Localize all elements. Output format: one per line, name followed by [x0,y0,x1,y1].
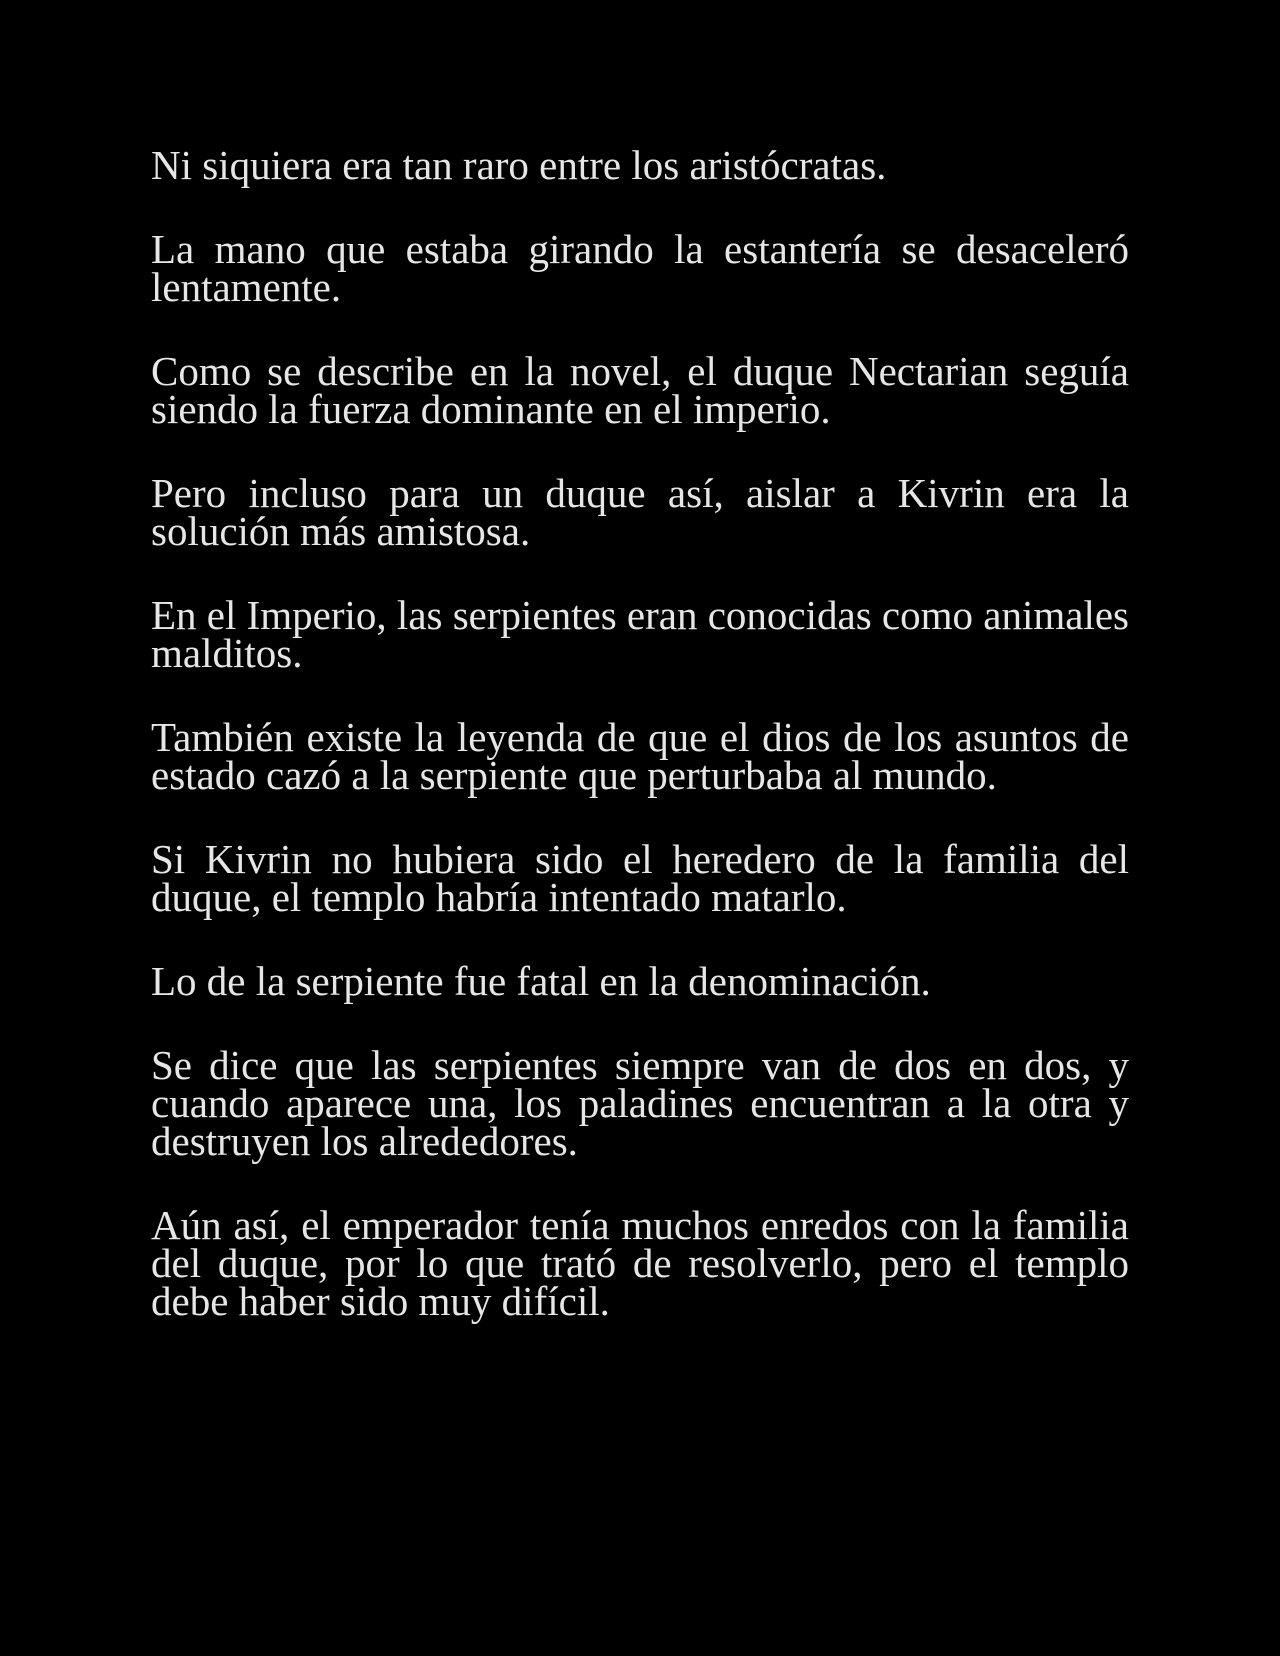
paragraph-8: Lo de la serpiente fue fatal en la denominación. [151,958,931,1004]
paragraph-6: También existe la leyenda de que el dios de los asuntos de estado cazó a la serpiente que perturbaba al mundo. [151,714,1129,798]
paragraph-7: Si Kivrin no hubiera sido el heredero de la familia del duque, el templo habría intentado matarlo. [151,836,1129,920]
paragraph-5: En el Imperio, las serpientes eran conocidas como animales malditos. [151,592,1129,676]
text-column [151,142,1129,1366]
paragraph-9: Se dice que las serpientes siempre van de dos en dos, y cuando aparece una, los paladines encuentran a la otra y destruyen los alrededores. [151,1042,1129,1164]
paragraph-3: Como se describe en la novel, el duque Nectarian seguía siendo la fuerza dominante en el imperio. [151,348,1129,432]
paragraph-4: Pero incluso para un duque así, aislar a Kivrin era la solución más amistosa. [151,470,1129,554]
paragraph-1: Ni siquiera era tan raro entre los aristócratas. [151,142,887,188]
paragraph-10: Aún así, el emperador tenía muchos enredos con la familia del duque, por lo que trató de resolverlo, pero el templo debe haber sido muy difícil. [151,1202,1129,1324]
paragraph-2: La mano que estaba girando la estantería se desaceleró lentamente. [151,226,1129,310]
